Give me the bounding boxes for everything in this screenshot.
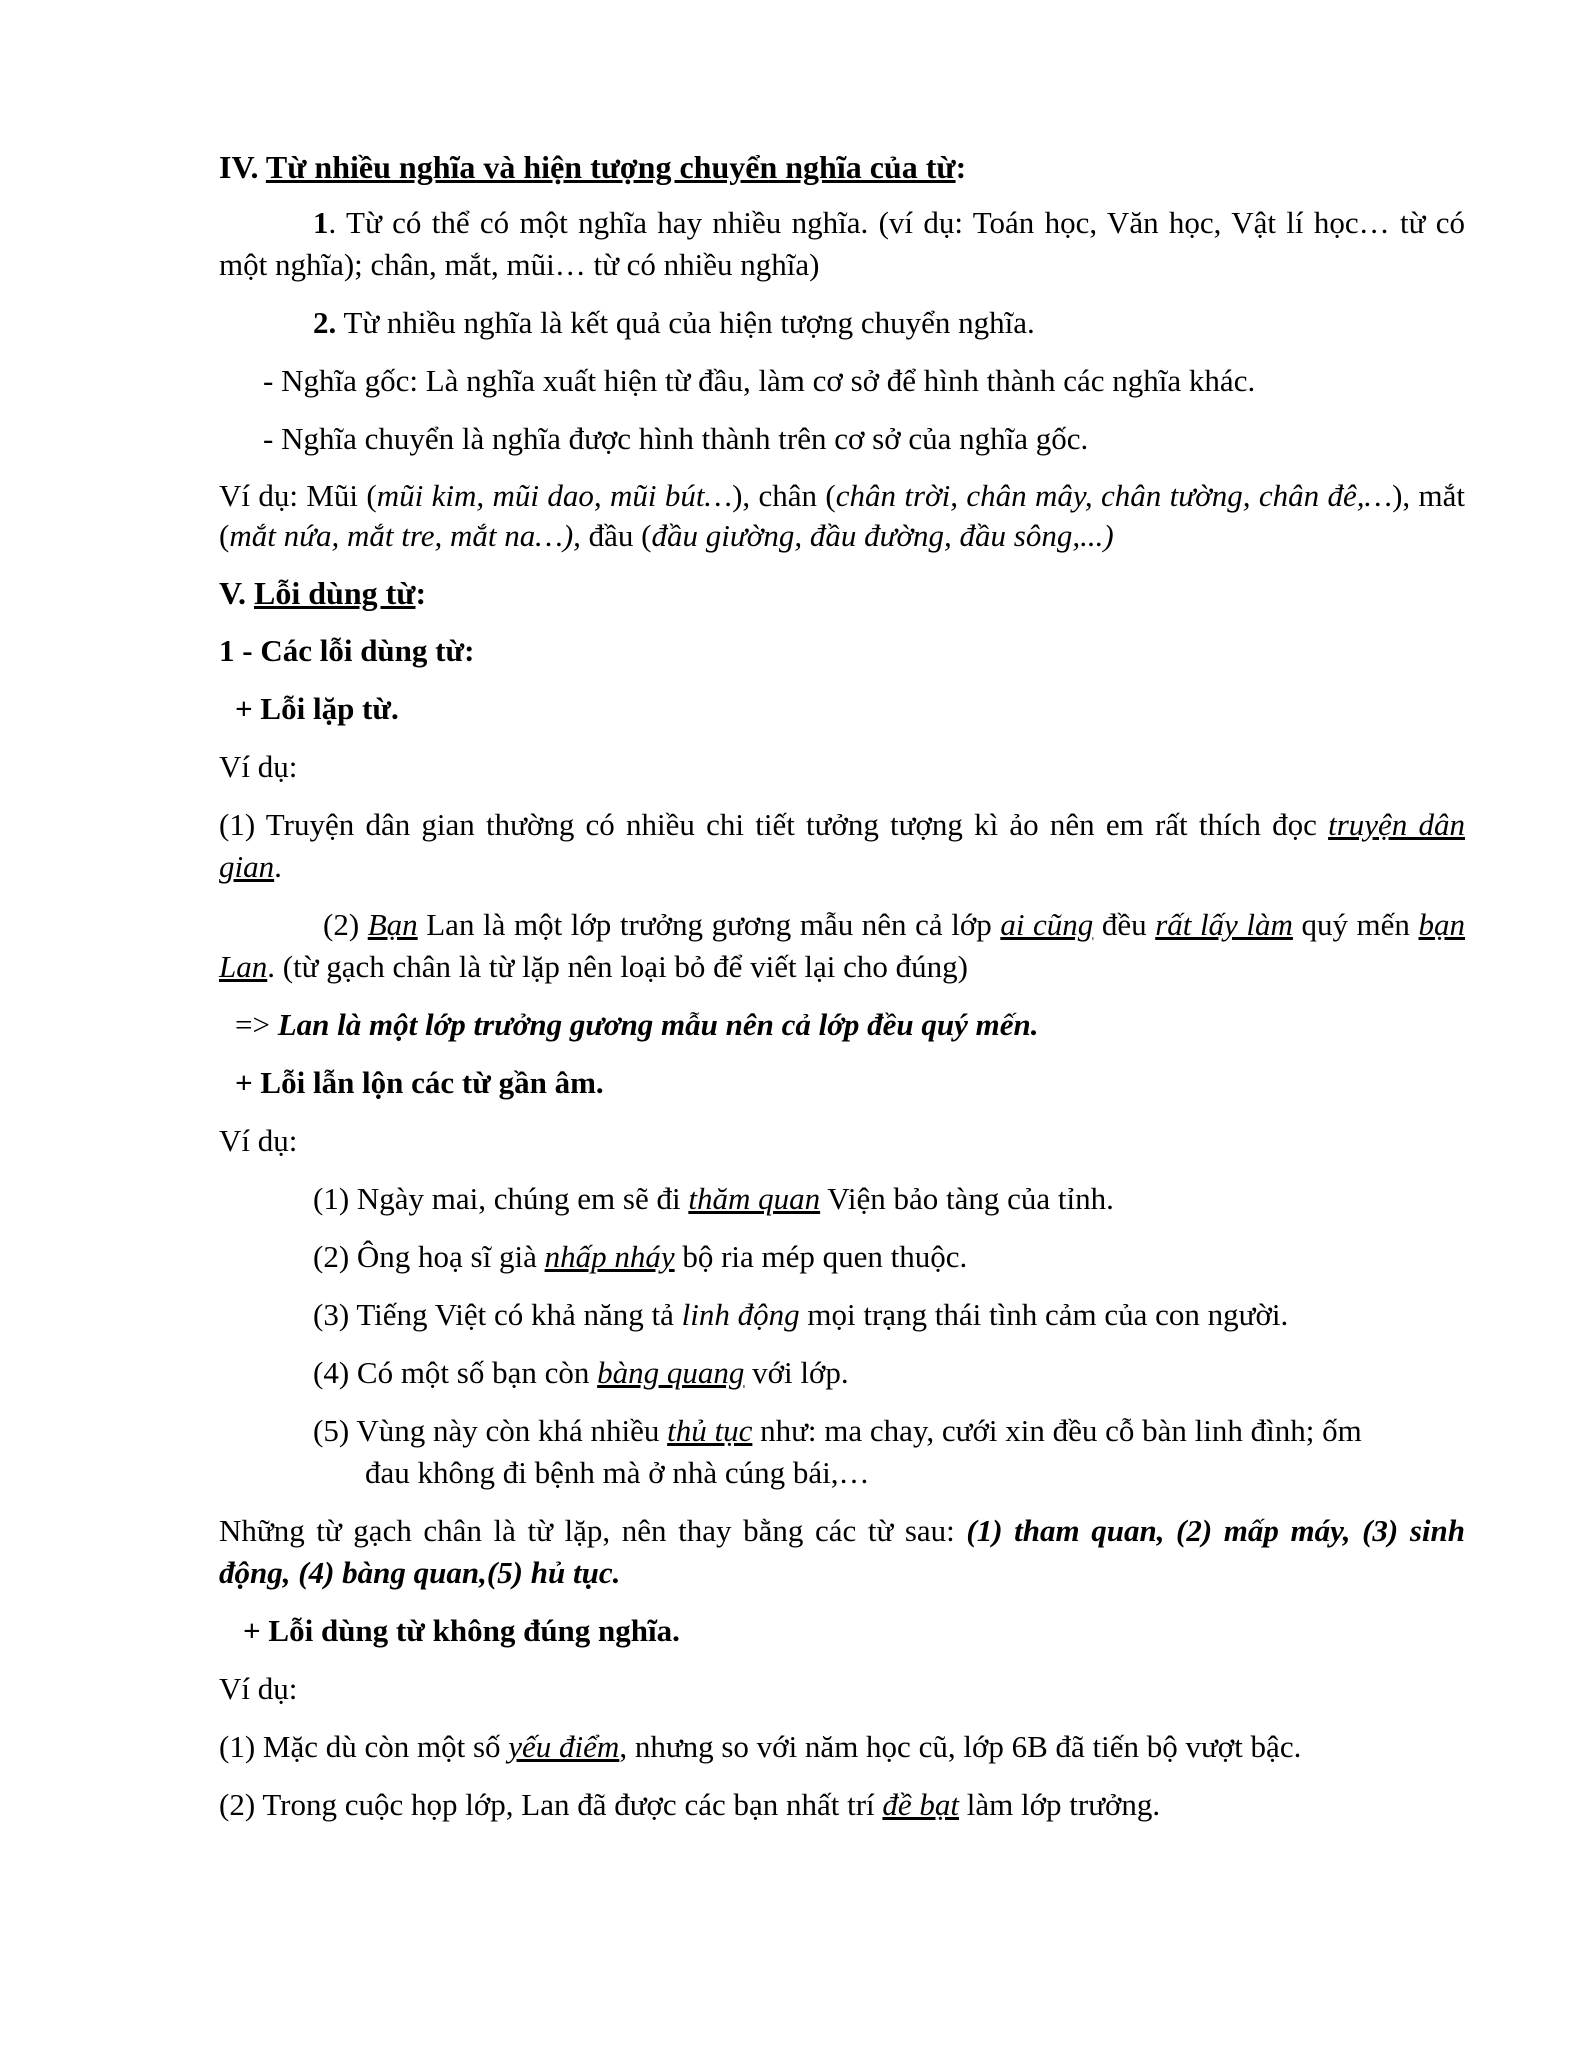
section-v-title: Lỗi dùng từ	[253, 575, 416, 611]
example-text: (5) Vùng này còn khá nhiều	[313, 1413, 668, 1448]
example-text: (2) Ông hoạ sĩ già	[313, 1239, 545, 1274]
error-3-example-2	[219, 1784, 1465, 1826]
example-text: Viện bảo tàng của tỉnh.	[820, 1181, 1114, 1216]
example-italic: chân trời, chân mây, chân tường, chân đê,…	[835, 478, 1393, 513]
example-italic: mắt nứa, mắt tre, mắt na…),	[229, 518, 581, 553]
underlined-word: thủ tục	[667, 1413, 753, 1448]
section-v-number: V.	[219, 575, 246, 611]
underlined-word: yếu điểm	[508, 1729, 620, 1764]
underlined-word: Bạn	[367, 907, 418, 942]
example-text: như: ma chay, cưới xin đều cỗ bàn linh đình; ốm đau không đi bệnh mà ở nhà cúng bái,…	[365, 1413, 1362, 1490]
example-text: đều	[1093, 907, 1156, 942]
fix-answer: (1) tham quan, (2) mấp máy, (3) sinh động, (4) bàng quan,(5) hủ tục.	[219, 1513, 1465, 1590]
error-2-fix	[219, 1510, 1465, 1594]
fix-text: Những từ gạch chân là từ lặp, nên thay bằng các từ sau:	[219, 1513, 967, 1548]
section-v-colon: :	[415, 575, 427, 611]
error-3-example-1	[219, 1726, 1465, 1768]
paragraph-2-number: 2.	[313, 305, 337, 340]
example-text: (1) Ngày mai, chúng em sẽ đi	[313, 1181, 689, 1216]
example-text: bộ ria mép quen thuộc.	[674, 1239, 968, 1274]
example-text: ), chân (	[732, 478, 836, 513]
example-text: Lan là một lớp trưởng gương mẫu nên cả lớp	[417, 907, 1001, 942]
example-text: (1) Mặc dù còn một số	[219, 1729, 509, 1764]
paragraph-1	[219, 202, 1465, 286]
error-3-title: + Lỗi dùng từ không đúng nghĩa.	[243, 1613, 680, 1648]
underlined-word: nhấp nháy	[544, 1239, 675, 1274]
example-italic: đầu giường, đầu đường, đầu sông,...)	[651, 518, 1114, 553]
paragraph-2-text: Từ nhiều nghĩa là kết quả của hiện tượng chuyển nghĩa.	[336, 305, 1035, 340]
list-item	[219, 1410, 1365, 1494]
error-3-example-label: Ví dụ:	[219, 1671, 298, 1706]
answer-arrow: =>	[235, 1007, 278, 1042]
example-text: làm lớp trưởng.	[959, 1787, 1161, 1822]
paragraph-1-number: 1	[313, 205, 329, 240]
section-iv-number: IV.	[219, 149, 259, 185]
error-2-example-label: Ví dụ:	[219, 1123, 298, 1158]
example-text: (2) Trong cuộc họp lớp, Lan đã được các bạn nhất trí	[219, 1787, 883, 1822]
example-text: ), mắt (	[219, 478, 1465, 553]
error-1-answer	[219, 1004, 1465, 1046]
underlined-word: truyện dân gian	[219, 807, 1465, 884]
example-text: với lớp.	[744, 1355, 849, 1390]
example-text: (2)	[323, 907, 368, 942]
example-text: quý mến	[1292, 907, 1419, 942]
error-2-title: + Lỗi lẫn lộn các từ gần âm.	[235, 1065, 604, 1100]
section-v-heading	[219, 572, 1465, 614]
list-item	[219, 1352, 1465, 1394]
list-item	[219, 1236, 1465, 1278]
list-item	[219, 1178, 1465, 1220]
dash-original-meaning: - Nghĩa gốc: Là nghĩa xuất hiện từ đầu, làm cơ sở để hình thành các nghĩa khác.	[263, 363, 1256, 398]
error-1-example-1	[219, 804, 1465, 888]
paragraph-2	[219, 302, 1465, 344]
example-text: . (từ gạch chân là từ lặp nên loại bỏ để viết lại cho đúng)	[267, 949, 968, 984]
list-item	[219, 1294, 1465, 1336]
document-body	[219, 146, 1465, 1826]
example-text: Ví dụ: Mũi (	[219, 478, 377, 513]
example-text: , nhưng so với năm học cũ, lớp 6B đã tiến bộ vượt bậc.	[619, 1729, 1302, 1764]
answer-text: Lan là một lớp trưởng gương mẫu nên cả lớp đều quý mến.	[277, 1007, 1039, 1042]
subheading-errors: 1 - Các lỗi dùng từ:	[219, 633, 475, 668]
error-1-example-label: Ví dụ:	[219, 749, 298, 784]
example-text: mọi trạng thái tình cảm của con người.	[799, 1297, 1289, 1332]
example-text: đầu (	[580, 518, 652, 553]
example-text: (4) Có một số bạn còn	[313, 1355, 598, 1390]
underlined-word: đề bạt	[882, 1787, 960, 1822]
example-text: .	[274, 849, 282, 884]
underlined-word: rất lấy làm	[1155, 907, 1293, 942]
error-1-example-2	[219, 904, 1465, 988]
section-iv-example	[219, 476, 1465, 556]
example-text: (1) Truyện dân gian thường có nhiều chi tiết tưởng tượng kì ảo nên em rất thích đọc	[219, 807, 1329, 842]
italic-word: linh động	[681, 1297, 800, 1332]
underlined-word: thăm quan	[688, 1181, 821, 1216]
section-iv-heading	[219, 146, 1465, 188]
section-iv-title: Từ nhiều nghĩa và hiện tượng chuyển nghĩa của từ	[265, 149, 956, 185]
underlined-word: bạn Lan	[219, 907, 1466, 984]
underlined-word: bàng quang	[597, 1355, 745, 1390]
underlined-word: ai cũng	[1000, 907, 1094, 942]
paragraph-1-text: . Từ có thể có một nghĩa hay nhiều nghĩa. (ví dụ: Toán học, Văn học, Vật lí học… từ có một nghĩa); chân, mắt, mũi… từ có nhiều nghĩa)	[219, 205, 1465, 282]
example-text: (3) Tiếng Việt có khả năng tả	[313, 1297, 682, 1332]
error-1-title: + Lỗi lặp từ.	[235, 691, 399, 726]
dash-transferred-meaning: - Nghĩa chuyển là nghĩa được hình thành trên cơ sở của nghĩa gốc.	[263, 421, 1089, 456]
section-iv-colon: :	[955, 149, 967, 185]
example-italic: mũi kim, mũi dao, mũi bút…	[376, 478, 733, 513]
